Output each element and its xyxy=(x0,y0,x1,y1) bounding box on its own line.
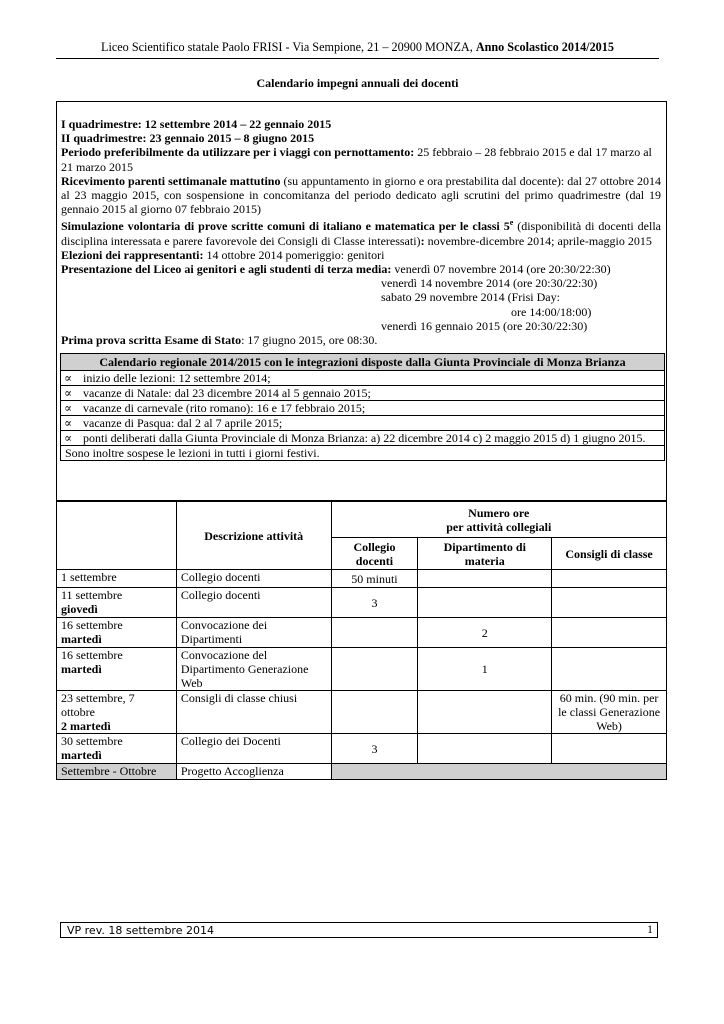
regional-note: Sono inoltre sospese le lezioni in tutti i giorni festivi. xyxy=(61,446,665,461)
bullet-icon: ∝ xyxy=(61,401,76,416)
header-dipartimento: Dipartimento di materia xyxy=(418,538,552,570)
header-descrizione: Descrizione attività xyxy=(176,502,331,570)
table-row: 23 settembre, 7 ottobre 2 martedì Consigli di classe chiusi 60 min. (90 min. per le classi Generazione Web) xyxy=(57,691,667,734)
school-info: Liceo Scientifico statale Paolo FRISI - Via Sempione, 21 – 20900 MONZA, xyxy=(101,40,476,54)
table-row: 1 settembre Collegio docenti 50 minuti xyxy=(57,570,667,588)
table-row: Settembre - Ottobre Progetto Accoglienza xyxy=(57,764,667,780)
presentazione-date-3: sabato 29 novembre 2014 (Frisi Day: xyxy=(381,290,560,305)
revision-note: VP rev. 18 settembre 2014 xyxy=(67,924,214,937)
school-year: Anno Scolastico 2014/2015 xyxy=(475,40,614,54)
schedule-table xyxy=(56,501,667,780)
table-row: 16 settembre martedì Convocazione dei Dipartimenti 2 xyxy=(57,618,667,648)
list-item: ∝ vacanze di Natale: dal 23 dicembre 2014 al 5 gennaio 2015; xyxy=(61,386,665,401)
header-consigli: Consigli di classe xyxy=(552,538,667,570)
bullet-icon: ∝ xyxy=(61,386,76,401)
presentazione-liceo: Presentazione del Liceo ai genitori e agli studenti di terza media: venerdì 07 novembre 2014 (ore 20:30/22:30) xyxy=(61,262,611,277)
simulazione-prove: Simulazione volontaria di prove scritte comuni di italiano e matematica per le classi 5e (disponibilità di docenti della disciplina interessata e parere favorevole dei Consigli di Classe interessati): novembre-dicembre 2014; aprile-maggio 2015 xyxy=(61,218,661,248)
elezioni-rappresentanti: Elezioni dei rappresentanti: 14 ottobre 2014 pomeriggio: genitori xyxy=(61,247,385,262)
list-item: ∝ ponti deliberati dalla Giunta Provinciale di Monza Brianza: a) 22 dicembre 2014 c) 2 maggio 2015 d) 1 giugno 2015. xyxy=(61,431,665,446)
table-row: 11 settembre giovedì Collegio docenti 3 xyxy=(57,588,667,618)
list-item: ∝ vacanze di carnevale (rito romano): 16 e 17 febbraio 2015; xyxy=(61,401,665,416)
page-header xyxy=(56,40,659,59)
document-title: Calendario impegni annuali dei docenti xyxy=(256,76,459,90)
quadrimestre-2: II quadrimestre: 23 gennaio 2015 – 8 giugno 2015 xyxy=(61,131,315,146)
table-row: 30 settembre martedì Collegio dei Docenti 3 xyxy=(57,734,667,764)
presentazione-date-3b: ore 14:00/18:00) xyxy=(511,304,592,319)
page-number: 1 xyxy=(647,922,653,936)
page-footer xyxy=(60,922,658,938)
bullet-icon: ∝ xyxy=(61,431,76,446)
info-block xyxy=(61,117,661,347)
regional-calendar-table xyxy=(60,353,665,461)
ricevimento-parenti: Ricevimento parenti settimanale mattutino (su appuntamento in giorno e ora prestabilita dal docente): dal 27 ottobre 2014 al 23 maggio 2015, con sospensione in concomitanza del periodo dedicato agli scrutini del primo quadrimestre (dal 19 gennaio 2015 al giorno 07 febbraio 2015) xyxy=(61,173,661,217)
table-row: 16 settembre martedì Convocazione del Dipartimento Generazione Web 1 xyxy=(57,648,667,691)
presentazione-date-2: venerdì 14 novembre 2014 (ore 20:30/22:30) xyxy=(381,276,598,291)
bullet-icon: ∝ xyxy=(61,371,76,386)
header-numero-ore: Numero ore per attività collegiali xyxy=(331,502,666,538)
header-collegio: Collegio docenti xyxy=(331,538,418,570)
list-item: ∝ inizio delle lezioni: 12 settembre 2014; xyxy=(61,371,665,386)
list-item: ∝ vacanze di Pasqua: dal 2 al 7 aprile 2015; xyxy=(61,416,665,431)
presentazione-date-4: venerdì 16 gennaio 2015 (ore 20:30/22:30) xyxy=(381,318,588,333)
viaggi-period: Periodo preferibilmente da utilizzare per i viaggi con pernottamento: 25 febbraio – 28 febbraio 2015 e dal 17 marzo al 21 marzo 2015 xyxy=(61,145,652,174)
bullet-icon: ∝ xyxy=(61,416,76,431)
esame-stato: Prima prova scritta Esame di Stato: 17 giugno 2015, ore 08:30. xyxy=(61,333,378,348)
header-date-cell xyxy=(57,502,177,570)
quadrimestre-1: I quadrimestre: 12 settembre 2014 – 22 gennaio 2015 xyxy=(61,117,332,131)
regional-heading: Calendario regionale 2014/2015 con le integrazioni disposte dalla Giunta Provinciale di Monza Brianza xyxy=(61,354,665,371)
